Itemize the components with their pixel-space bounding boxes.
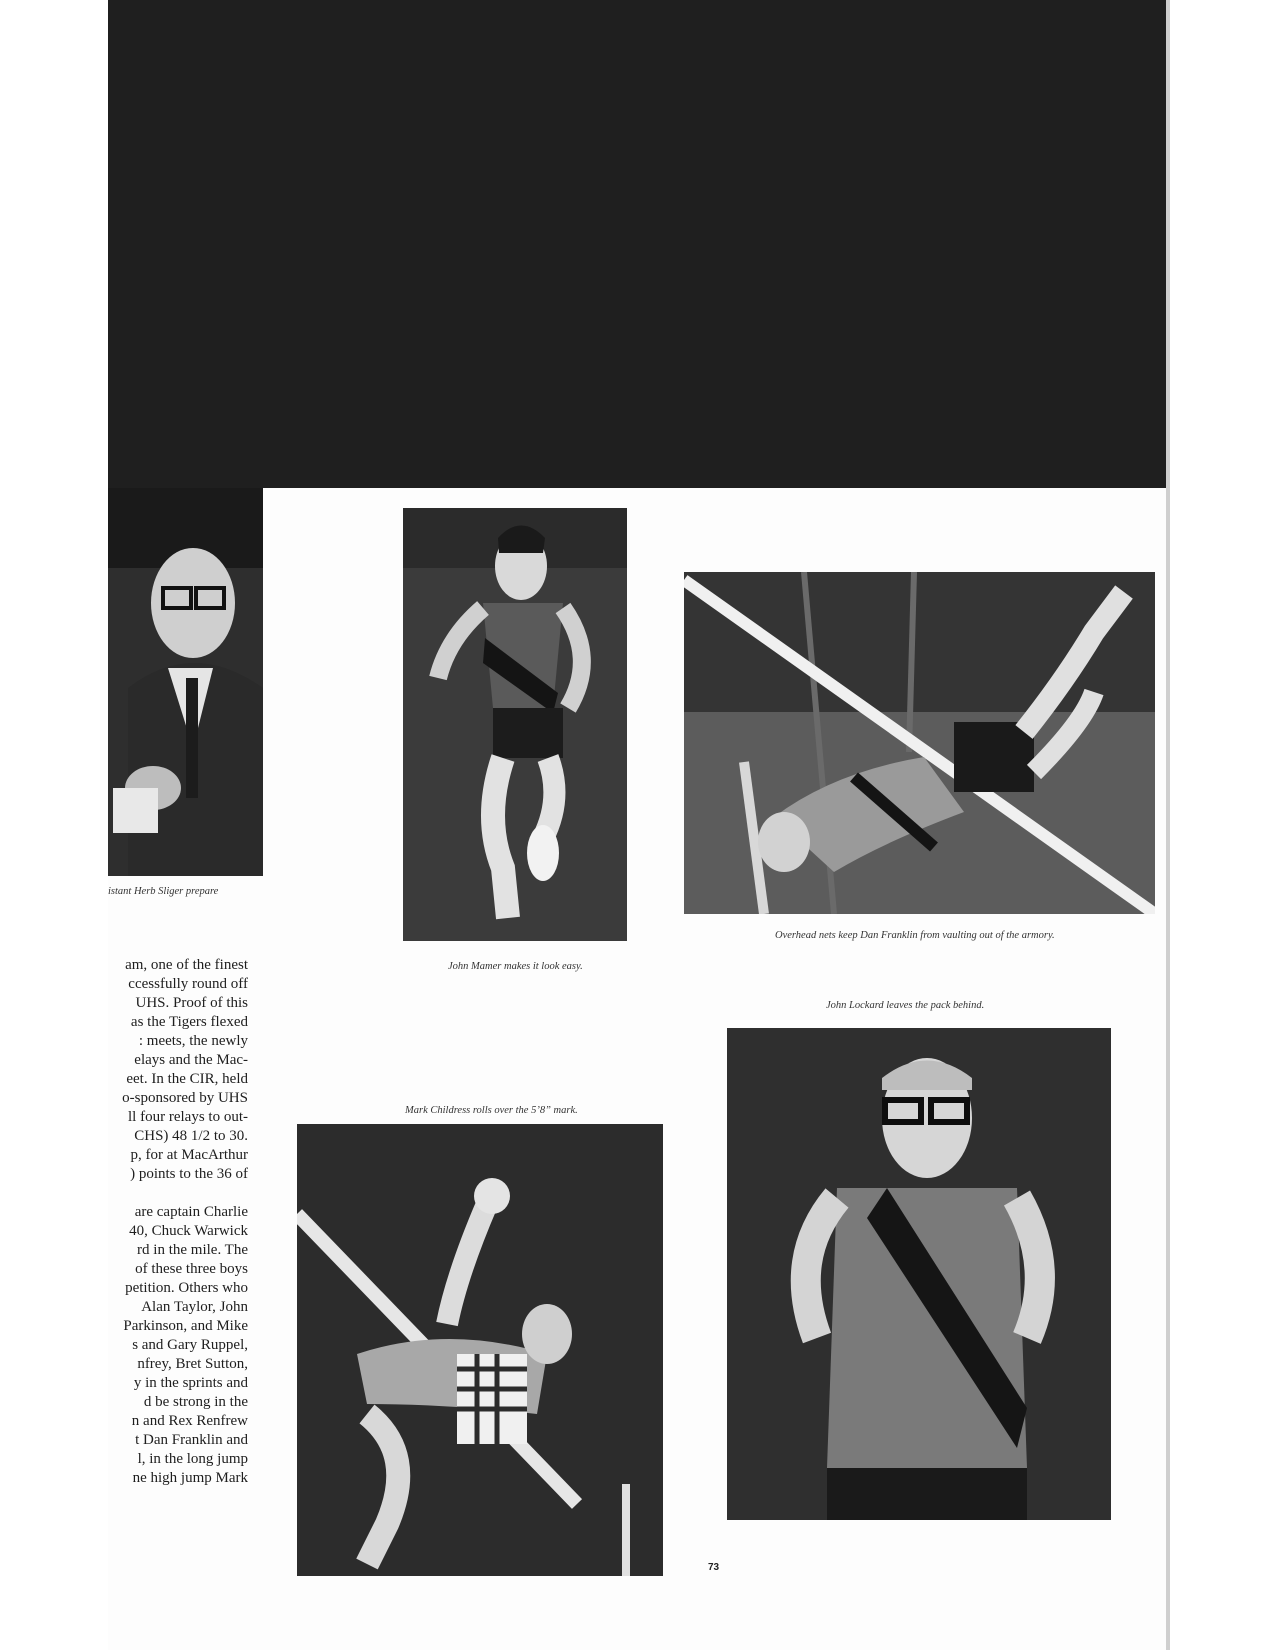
body-text-line: d be strong in the xyxy=(143,1394,248,1410)
body-text-line: : meets, the newly xyxy=(138,1033,248,1049)
caption-franklin: Overhead nets keep Dan Franklin from vaulting out of the armory. xyxy=(775,930,1055,941)
body-text-line: l, in the long jump xyxy=(137,1451,248,1467)
body-text-line: t Dan Franklin and xyxy=(135,1432,248,1448)
photo-mark-childress xyxy=(297,1124,663,1576)
photo-john-mamer xyxy=(403,508,627,941)
body-text-line: rd in the mile. The xyxy=(137,1242,248,1258)
body-text-line: eet. In the CIR, held xyxy=(126,1071,248,1087)
dark-background-band xyxy=(108,0,1170,488)
body-text-line xyxy=(108,1184,248,1203)
body-text-line: ll four relays to out- xyxy=(128,1109,248,1125)
body-text-line: of these three boys xyxy=(135,1261,248,1277)
caption-mamer: John Mamer makes it look easy. xyxy=(448,961,583,972)
caption-lockard: John Lockard leaves the pack behind. xyxy=(826,1000,985,1011)
body-text-line: Alan Taylor, John xyxy=(141,1299,248,1315)
body-text-line: s and Gary Ruppel, xyxy=(132,1337,248,1353)
body-text-line: are captain Charlie xyxy=(134,1204,248,1220)
body-text-line: petition. Others who xyxy=(125,1280,248,1296)
body-text-line: n and Rex Renfrew xyxy=(131,1413,248,1429)
body-text-line: CHS) 48 1/2 to 30. xyxy=(134,1128,248,1144)
body-text-line: UHS. Proof of this xyxy=(135,995,248,1011)
caption-childress: Mark Childress rolls over the 5’8” mark. xyxy=(405,1105,578,1116)
body-text-line: as the Tigers flexed xyxy=(130,1014,248,1030)
photo-herb-sliger xyxy=(108,488,263,876)
body-text-line: ne high jump Mark xyxy=(132,1470,248,1486)
photo-john-lockard xyxy=(727,1028,1111,1520)
body-text-line: o-sponsored by UHS xyxy=(122,1090,248,1106)
photo-dan-franklin xyxy=(684,572,1155,914)
body-text-line: ccessfully round off xyxy=(128,976,248,992)
article-body-text xyxy=(108,956,248,1488)
body-text-line: elays and the Mac- xyxy=(134,1052,248,1068)
body-text-line: y in the sprints and xyxy=(133,1375,248,1391)
body-text-line: nfrey, Bret Sutton, xyxy=(137,1356,248,1372)
body-text-line: am, one of the finest xyxy=(125,957,248,973)
page-number: 73 xyxy=(708,1562,720,1573)
body-text-line: ) points to the 36 of xyxy=(130,1166,248,1182)
caption-sliger: istant Herb Sliger prepare xyxy=(108,886,219,897)
body-text-line: p, for at MacArthur xyxy=(130,1147,248,1163)
body-text-line: 40, Chuck Warwick xyxy=(129,1223,248,1239)
body-text-line: Parkinson, and Mike xyxy=(123,1318,248,1334)
page-edge xyxy=(1166,0,1170,1650)
